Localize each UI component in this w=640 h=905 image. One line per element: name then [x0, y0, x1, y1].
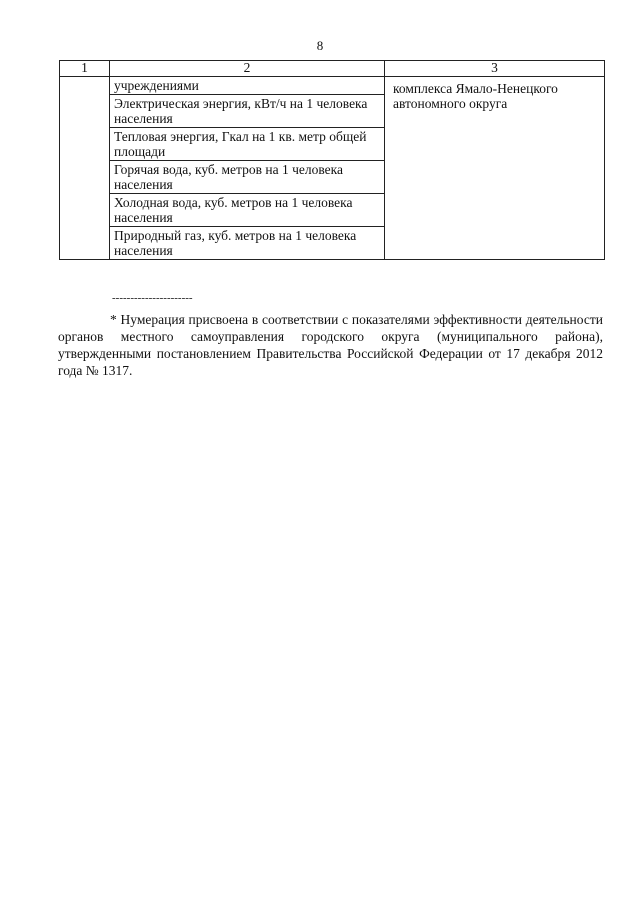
table-row [60, 77, 605, 95]
footnote-text: * Нумерация присвоена в соответствии с показателями эффективности деятельности органов местного самоуправления городского округа (муниципального района), утвержденными постановлением Правительства Российской Федерации от 17 декабря 2012 года № 1317. [58, 312, 603, 378]
table-cell: Электрическая энергия, кВт/ч на 1 человека населения [110, 95, 385, 128]
table-cell: Тепловая энергия, Гкал на 1 кв. метр общей площади [110, 128, 385, 161]
table-cell: учреждениями [110, 77, 385, 95]
table-header-row [60, 61, 605, 77]
column-1-cell [60, 77, 110, 260]
column-header-2: 2 [110, 61, 385, 77]
indicators-table [59, 60, 605, 260]
footnote-separator: ---------------------- [112, 292, 193, 304]
column-header-3: 3 [385, 61, 605, 77]
table-cell: Холодная вода, куб. метров на 1 человека населения [110, 194, 385, 227]
table-cell: Природный газ, куб. метров на 1 человека населения [110, 227, 385, 260]
column-3-cell: комплекса Ямало-Ненецкого автономного округа [385, 77, 605, 260]
table-cell: Горячая вода, куб. метров на 1 человека населения [110, 161, 385, 194]
column-header-1: 1 [60, 61, 110, 77]
page-number: 8 [316, 38, 324, 53]
